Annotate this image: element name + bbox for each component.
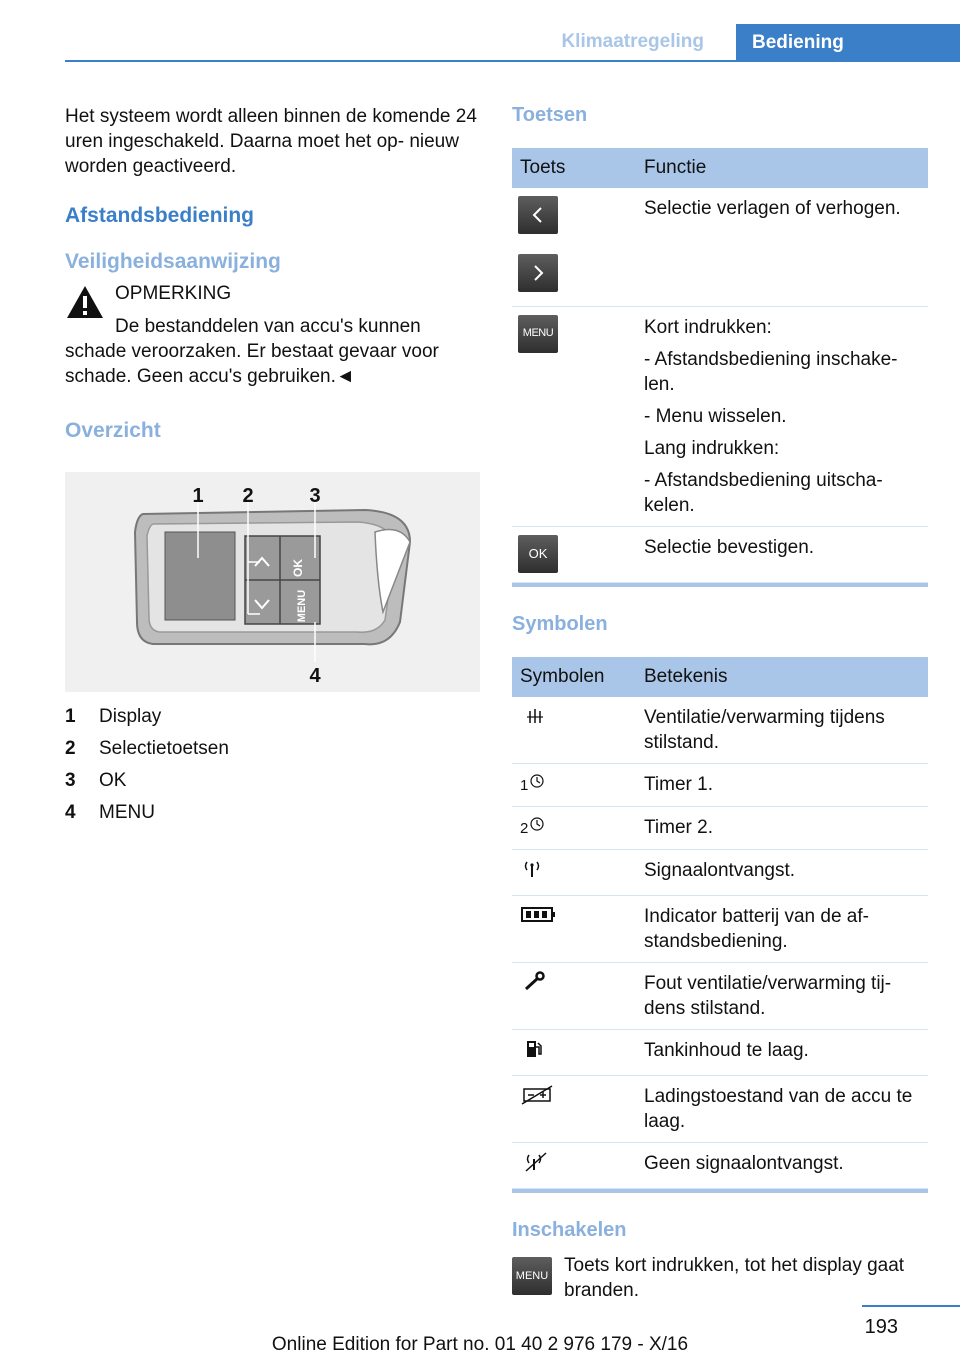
callout-4: 4 <box>309 665 321 687</box>
symbols-table-end <box>512 1189 928 1193</box>
legend-item <box>65 768 465 800</box>
symbol-meaning: Ventilatie/verwarming tijdens stilstand. <box>636 697 928 764</box>
chevron-left-icon <box>518 196 558 234</box>
legend-label: OK <box>99 770 127 791</box>
legend-label: Selectietoetsen <box>99 738 229 759</box>
key-function-text: - Afstandsbediening inschake- len. <box>644 348 898 395</box>
footer-rule <box>862 1305 960 1307</box>
symbol-meaning: Fout ventilatie/verwarming tij- dens stilstand. <box>636 962 928 1029</box>
figure-ok-label: OK <box>291 559 305 577</box>
symbol-meaning: Ladingstoestand van de accu te laag. <box>636 1075 928 1142</box>
timer-prefix: 2 <box>520 819 529 837</box>
key-function-text: Selectie verlagen of verhogen. <box>644 198 901 219</box>
heading-safety: Veiligheidsaanwijzing <box>65 250 281 273</box>
table-row <box>512 526 928 582</box>
switch-on-block <box>512 1253 928 1303</box>
legend-number: 4 <box>65 802 76 823</box>
symbol-meaning: Timer 2. <box>636 806 928 849</box>
key-function-text: Lang indrukken: <box>644 437 780 459</box>
keys-col-function: Functie <box>636 148 928 188</box>
menu-key-icon: MENU <box>518 315 558 353</box>
table-row <box>512 306 928 526</box>
warning-icon <box>65 284 105 320</box>
table-row <box>512 806 928 849</box>
table-row <box>512 1142 928 1188</box>
battery-low-icon <box>518 1084 558 1106</box>
heading-overview: Overzicht <box>65 419 161 442</box>
table-row <box>512 763 928 806</box>
table-row <box>512 697 928 764</box>
wrench-icon <box>518 971 558 993</box>
key-function-text: Selectie bevestigen. <box>644 536 815 558</box>
keys-col-key: Toets <box>512 148 636 188</box>
signal-icon <box>518 858 558 880</box>
intro-paragraph: Het systeem wordt alleen binnen de komende 24 uren ingeschakeld. Daarna moet het op- nieuw worden geactiveerd. <box>65 106 477 177</box>
remote-illustration <box>65 472 480 692</box>
keys-table <box>512 148 928 583</box>
symbol-meaning: Geen signaalontvangst. <box>636 1142 928 1188</box>
page-number: 193 <box>864 1316 898 1338</box>
remote-control-figure <box>65 472 480 692</box>
table-row <box>512 1075 928 1142</box>
callout-3: 3 <box>309 485 321 507</box>
no-signal-icon <box>518 1151 558 1173</box>
timer-prefix: 1 <box>520 776 529 794</box>
left-column <box>65 104 483 443</box>
key-function-text: - Menu wisselen. <box>644 405 787 427</box>
warning-text: De bestanddelen van accu's kunnen schade veroorzaken. Er bestaat gevaar voor schade. Geen accu's gebruiken.◄ <box>65 316 439 387</box>
timer-icon <box>528 815 548 833</box>
legend-label: MENU <box>99 802 155 823</box>
figure-legend <box>65 704 465 832</box>
switch-on-title: Inschakelen <box>512 1218 627 1241</box>
symbol-meaning: Signaalontvangst. <box>636 849 928 895</box>
legend-number: 3 <box>65 770 76 791</box>
warning-title: OPMERKING <box>115 283 232 304</box>
symbol-meaning: Timer 1. <box>636 763 928 806</box>
symbols-title: Symbolen <box>512 612 608 635</box>
table-row <box>512 188 928 306</box>
callout-1: 1 <box>192 485 204 507</box>
menu-key-icon: MENU <box>512 1257 552 1295</box>
heading-remote: Afstandsbediening <box>65 204 255 227</box>
heating-ventilation-icon <box>518 705 558 727</box>
key-function-text: - Afstandsbediening uitscha- kelen. <box>644 469 883 516</box>
table-row <box>512 895 928 962</box>
table-row <box>512 962 928 1029</box>
header-chapter: Bediening <box>736 24 960 62</box>
key-function-text: Kort indrukken: <box>644 316 772 338</box>
fuel-pump-icon <box>518 1038 558 1060</box>
legend-label: Display <box>99 706 162 727</box>
legend-item <box>65 800 465 832</box>
table-row <box>512 1029 928 1075</box>
symbol-meaning: Indicator batterij van de af- standsbediening. <box>636 895 928 962</box>
legend-item <box>65 704 465 736</box>
legend-item <box>65 736 465 768</box>
keys-title: Toetsen <box>512 104 588 126</box>
table-row <box>512 849 928 895</box>
legend-number: 2 <box>65 738 76 759</box>
footer-edition: Online Edition for Part no. 01 40 2 976 179 - X/16 <box>271 1334 689 1355</box>
battery-icon <box>518 904 558 926</box>
warning-box <box>65 282 483 389</box>
symbols-col-meaning: Betekenis <box>636 657 928 697</box>
timer-icon <box>528 772 548 790</box>
ok-key-icon: OK <box>518 535 558 573</box>
chevron-right-icon <box>518 254 558 292</box>
switch-on-text: Toets kort indrukken, tot het display gaat branden. <box>564 1254 905 1301</box>
callout-2: 2 <box>242 485 254 507</box>
symbols-col-symbol: Symbolen <box>512 657 636 697</box>
right-column <box>512 104 928 1303</box>
figure-menu-label: MENU <box>296 589 308 623</box>
header-section: Klimaatregeling <box>561 31 704 52</box>
symbol-meaning: Tankinhoud te laag. <box>636 1029 928 1075</box>
symbols-table <box>512 657 928 1189</box>
header-rule <box>65 60 960 62</box>
page-header <box>65 0 960 62</box>
legend-number: 1 <box>65 706 76 727</box>
keys-table-end <box>512 583 928 587</box>
